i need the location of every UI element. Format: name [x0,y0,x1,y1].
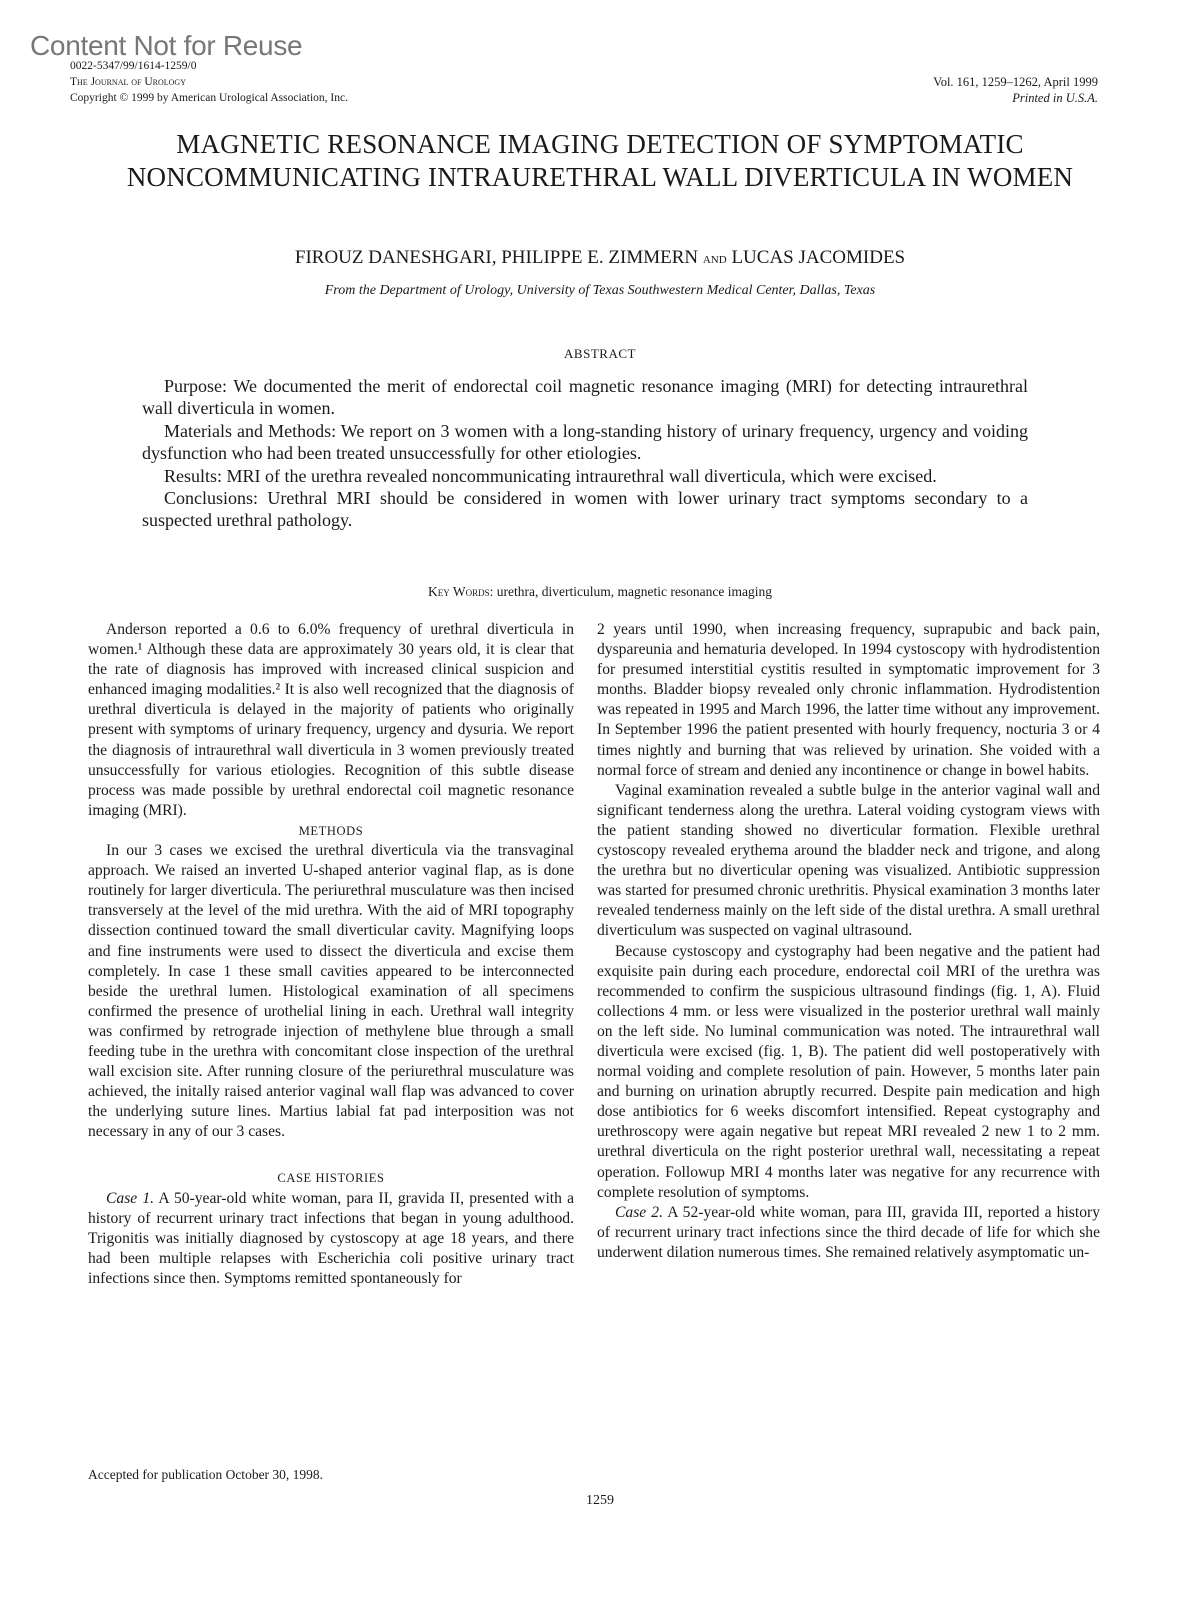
author-and: and [702,251,727,267]
case2-label: Case 2. [615,1203,663,1221]
case2-text: A 52-year-old white woman, para III, gravida III, reported a history of recurrent urinary tract infections since the third decade of life for which she underwent dilation numerous times. She remained relatively asymptomatic un- [597,1203,1100,1261]
printed-in: Printed in U.S.A. [1012,91,1098,105]
article-code: 0022-5347/99/1614-1259/0 [70,60,197,72]
methods-heading: METHODS [298,823,364,838]
case2-paragraph [597,1203,1100,1263]
copyright: Copyright © 1999 by American Urological Association, Inc. [70,92,348,104]
affiliation: From the Department of Urology, University of Texas Southwestern Medical Center, Dallas, Texas [324,283,876,298]
case1-text: A 50-year-old white woman, para II, gravida II, presented with a history of recurrent urinary tract infections that began in young adulthood. Trigonitis was initially diagnosed by cystoscopy at age 18 years, and there had been multiple relapses with Escherichia coli positive urinary tract infections since then. Symptoms remitted spontaneously for [88,1189,575,1287]
watermark: Content Not for Reuse [30,30,303,61]
authors [0,247,1200,269]
article-title: MAGNETIC RESONANCE IMAGING DETECTION OF SYMPTOMATIC NONCOMMUNICATING INTRAURETHRAL WALL DIVERTICULA IN WOMEN [126,129,1074,192]
intro-paragraph: Anderson reported a 0.6 to 6.0% frequency of urethral diverticula in women.¹ Although these data are approximately 30 years old, it is clear that the rate of diagnosis has improved with increased clinical suspicion and enhanced imaging modalities.² It is also well recognized that the diagnosis of urethral diverticula is delayed in the majority of patients who originally present with symptoms of urinary frequency, urgency and dysuria. We report the diagnosis of intraurethral wall diverticula in 3 women previously treated unsuccessfully for various etiologies. Recognition of this subtle disease process was made possible by urethral endorectal coil magnetic resonance imaging (MRI). [88,621,574,819]
journal-header-right [933,74,1098,106]
keywords-label: Key Words: [428,584,494,599]
abstract-purpose: Purpose: We documented the merit of endorectal coil magnetic resonance imaging (MRI) for detecting intraurethral wall diverticula in women. [142,376,1028,419]
abstract [142,375,1028,532]
right-column [597,620,1100,1263]
case1-continued: 2 years until 1990, when increasing frequency, suprapubic and back pain, dyspareunia and hematuria developed. In 1994 cystoscopy with hydrodistention for presumed interstitial cystitis resulted in symptomatic improvement for 3 months. Bladder biopsy revealed only chronic inflammation. Hydrodistention was repeated in 1995 and March 1996, the latter time without any improvement. In September 1996 the patient presented with hourly frequency, nocturia 3 or 4 times nightly and burning that was relieved by urination. She voided with a normal force of stream and denied any incontinence or change in bowel habits. [597,621,1100,779]
abstract-conclusions: Conclusions: Urethral MRI should be considered in women with lower urinary tract symptoms secondary to a suspected urethral pathology. [142,488,1028,531]
abstract-heading: ABSTRACT [564,346,636,361]
case1-label: Case 1. [106,1189,155,1207]
keywords-text: urethra, diverticulum, magnetic resonance imaging [496,584,772,599]
abstract-methods: Materials and Methods: We report on 3 women with a long-standing history of urinary frequency, urgency and voiding dysfunction who had been treated unsuccessfully for other etiologies. [142,420,1028,464]
abstract-results: Results: MRI of the urethra revealed noncommunicating intraurethral wall diverticula, which were excised. [164,465,937,486]
keywords [0,584,1200,600]
volume-info: Vol. 161, 1259–1262, April 1999 [933,75,1098,89]
left-column [88,620,574,1289]
methods-paragraph: In our 3 cases we excised the urethral diverticula via the transvaginal approach. We raised an inverted U-shaped anterior vaginal flap, as is done routinely for larger diverticula. The periurethral musculature was then incised transversely at the level of the mid urethra. With the aid of MRI topography dissection continued toward the small diverticular cavity. Magnifying loops and fine instruments were used to dissect the diverticula and excise them completely. In case 1 these small cavities appeared to be interconnected beside the urethral lumen. Histological examination of all specimens confirmed the presence of urothelial lining in each. Urethral wall integrity was confirmed by retrograde injection of methylene blue through a small feeding tube in the urethra with concomitant close inspection of the urethral wall excision site. After running closure of the periurethral musculature was achieved, the initally raised anterior vaginal wall flap was advanced to cover the underlying suture lines. Martius labial fat pad interposition was not necessary in any of our 3 cases. [88,842,574,1141]
case1-paragraph [88,1189,574,1289]
case1-mri: Because cystoscopy and cystography had been negative and the patient had exquisite pain during each procedure, endorectal coil MRI of the urethra was recommended to confirm the suspicious ultrasound findings (fig. 1, A). Fluid collections 4 mm. or less were visualized in the posterior urethral wall mainly on the left side. No luminal communication was noted. The intraurethral wall diverticula were excised (fig. 1, B). The patient did well postoperatively with normal voiding and complete resolution of pain. However, 5 months later pain and burning on urination abruptly recurred. Despite pain medication and high dose antibiotics for 6 weeks discomfort intensified. Repeat cystography and urethroscopy were again negative but repeat MRI revealed 2 new 1 to 2 mm. urethral diverticula on the right posterior urethral wall, necessitating a repeat operation. Followup MRI 4 months later was negative for any recurrence with complete resolution of symptoms. [597,942,1100,1201]
author-last: LUCAS JACOMIDES [731,247,906,268]
footnote: Accepted for publication October 30, 1998. [88,1467,324,1482]
case-histories-heading: CASE HISTORIES [277,1171,385,1186]
journal-header-left [70,58,348,106]
journal-name: The Journal of Urology [70,76,186,88]
page-number: 1259 [586,1493,614,1508]
author-names: FIROUZ DANESHGARI, PHILIPPE E. ZIMMERN [294,247,699,268]
case1-exam: Vaginal examination revealed a subtle bulge in the anterior vaginal wall and significant tenderness along the urethra. Lateral voiding cystogram views with the patient standing showed no diverticular formation. Flexible urethral cystoscopy revealed erythema around the bladder neck and trigone, and along the urethra but no diverticular opening was visualized. Antibiotic suppression was started for presumed chronic urethritis. Physical examination 3 months later revealed tenderness mainly on the left side of the distal urethra. A small urethral diverticulum was suspected on vaginal ultrasound. [597,781,1100,940]
